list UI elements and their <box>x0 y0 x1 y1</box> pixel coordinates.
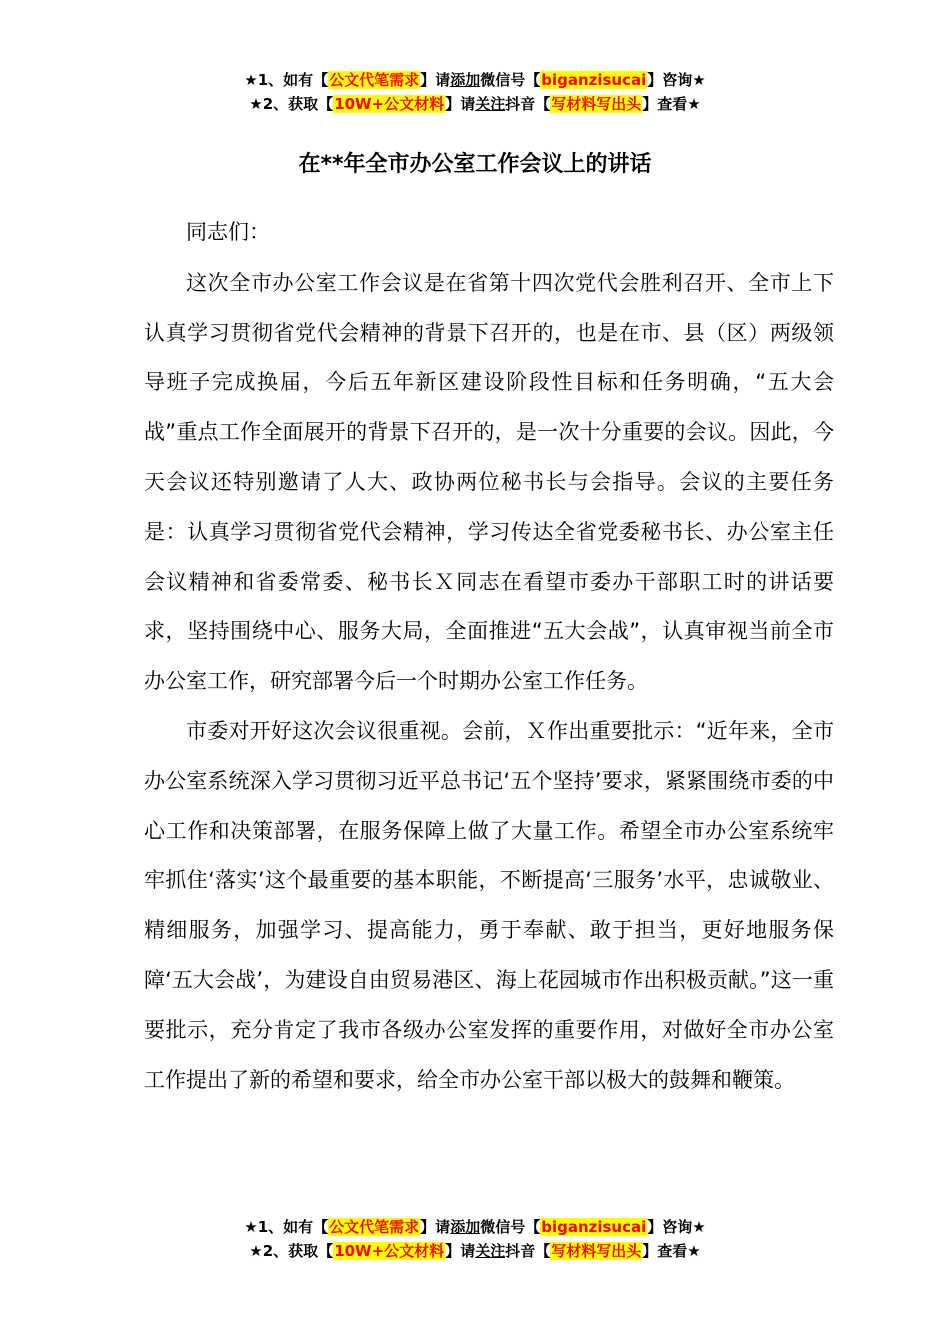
banner-text: 】请 <box>445 1242 476 1260</box>
header-banner <box>0 68 950 116</box>
banner-line-2 <box>0 92 950 116</box>
banner-text: ★2、获取【 <box>249 1242 334 1260</box>
footer-banner <box>0 1215 950 1263</box>
salutation: 同志们： <box>186 220 270 244</box>
banner-text: 】查看★ <box>642 1242 701 1260</box>
banner-underline: 添加 <box>450 1218 481 1236</box>
banner-line-1 <box>0 1215 950 1239</box>
banner-underline: 添加 <box>450 71 481 89</box>
banner-line-2 <box>0 1239 950 1263</box>
banner-text: 抖音【 <box>505 95 551 113</box>
banner-text: 】查看★ <box>642 95 701 113</box>
banner-line-1 <box>0 68 950 92</box>
banner-text: 】咨询★ <box>647 71 706 89</box>
banner-underline: 关注 <box>475 95 506 113</box>
paragraph-1: 这次全市办公室工作会议是在省第十四次党代会胜利召开、全市上下认真学习贯彻省党代会精神的背景下召开的，也是在市、县（区）两级领导班子完成换届，今后五年新区建设阶段性目标和任务明确，“五大会战”重点工作全面展开的背景下召开的，是一次十分重要的会议。因此，今天会议还特别邀请了人大、政协两位秘书长与会指导。会议的主要任务是：认真学习贯彻省党代会精神，学习传达全省党委秘书长、办公室主任会议精神和省委常委、秘书长Ｘ同志在看望市委办干部职工时的讲话要求，坚持围绕中心、服务大局，全面推进“五大会战”，认真审视当前全市办公室工作，研究部署今后一个时期办公室工作任务。 <box>144 270 834 694</box>
banner-highlight-wechat-id: biganzisucai <box>541 1218 647 1236</box>
document-body <box>144 208 834 1105</box>
banner-highlight-douyin-id: 写材料写出头 <box>551 95 642 113</box>
banner-text: 微信号【 <box>480 71 541 89</box>
banner-highlight-wechat-id: biganzisucai <box>541 71 647 89</box>
banner-underline: 关注 <box>475 1242 506 1260</box>
banner-text: 】请 <box>420 1218 451 1236</box>
banner-text: ★1、如有【 <box>244 71 329 89</box>
banner-text: 抖音【 <box>505 1242 551 1260</box>
banner-text: 】请 <box>420 71 451 89</box>
banner-text: ★2、获取【 <box>249 95 334 113</box>
banner-highlight-douyin-id: 写材料写出头 <box>551 1242 642 1260</box>
banner-highlight: 公文代笔需求 <box>329 1218 420 1236</box>
paragraph-2: 市委对开好这次会议很重视。会前，Ｘ作出重要批示：“近年来，全市办公室系统深入学习贯彻习近平总书记‘五个坚持’要求，紧紧围绕市委的中心工作和决策部署，在服务保障上做了大量工作。希望全市办公室系统牢牢抓住‘落实’这个最重要的基本职能，不断提高‘三服务’水平，忠诚敬业、精细服务，加强学习、提高能力，勇于奉献、敢于担当，更好地服务保障‘五大会战’，为建设自由贸易港区、海上花园城市作出积极贡献。”这一重要批示，充分肯定了我市各级办公室发挥的重要作用，对做好全市办公室工作提出了新的希望和要求，给全市办公室干部以极大的鼓舞和鞭策。 <box>144 718 834 1092</box>
banner-text: 微信号【 <box>480 1218 541 1236</box>
document-title: 在**年全市办公室工作会议上的讲话 <box>298 152 652 177</box>
banner-text: 】咨询★ <box>647 1218 706 1236</box>
banner-highlight: 10W+公文材料 <box>334 1242 445 1260</box>
banner-highlight: 公文代笔需求 <box>329 71 420 89</box>
banner-highlight: 10W+公文材料 <box>334 95 445 113</box>
banner-text: 】请 <box>445 95 476 113</box>
banner-text: ★1、如有【 <box>244 1218 329 1236</box>
